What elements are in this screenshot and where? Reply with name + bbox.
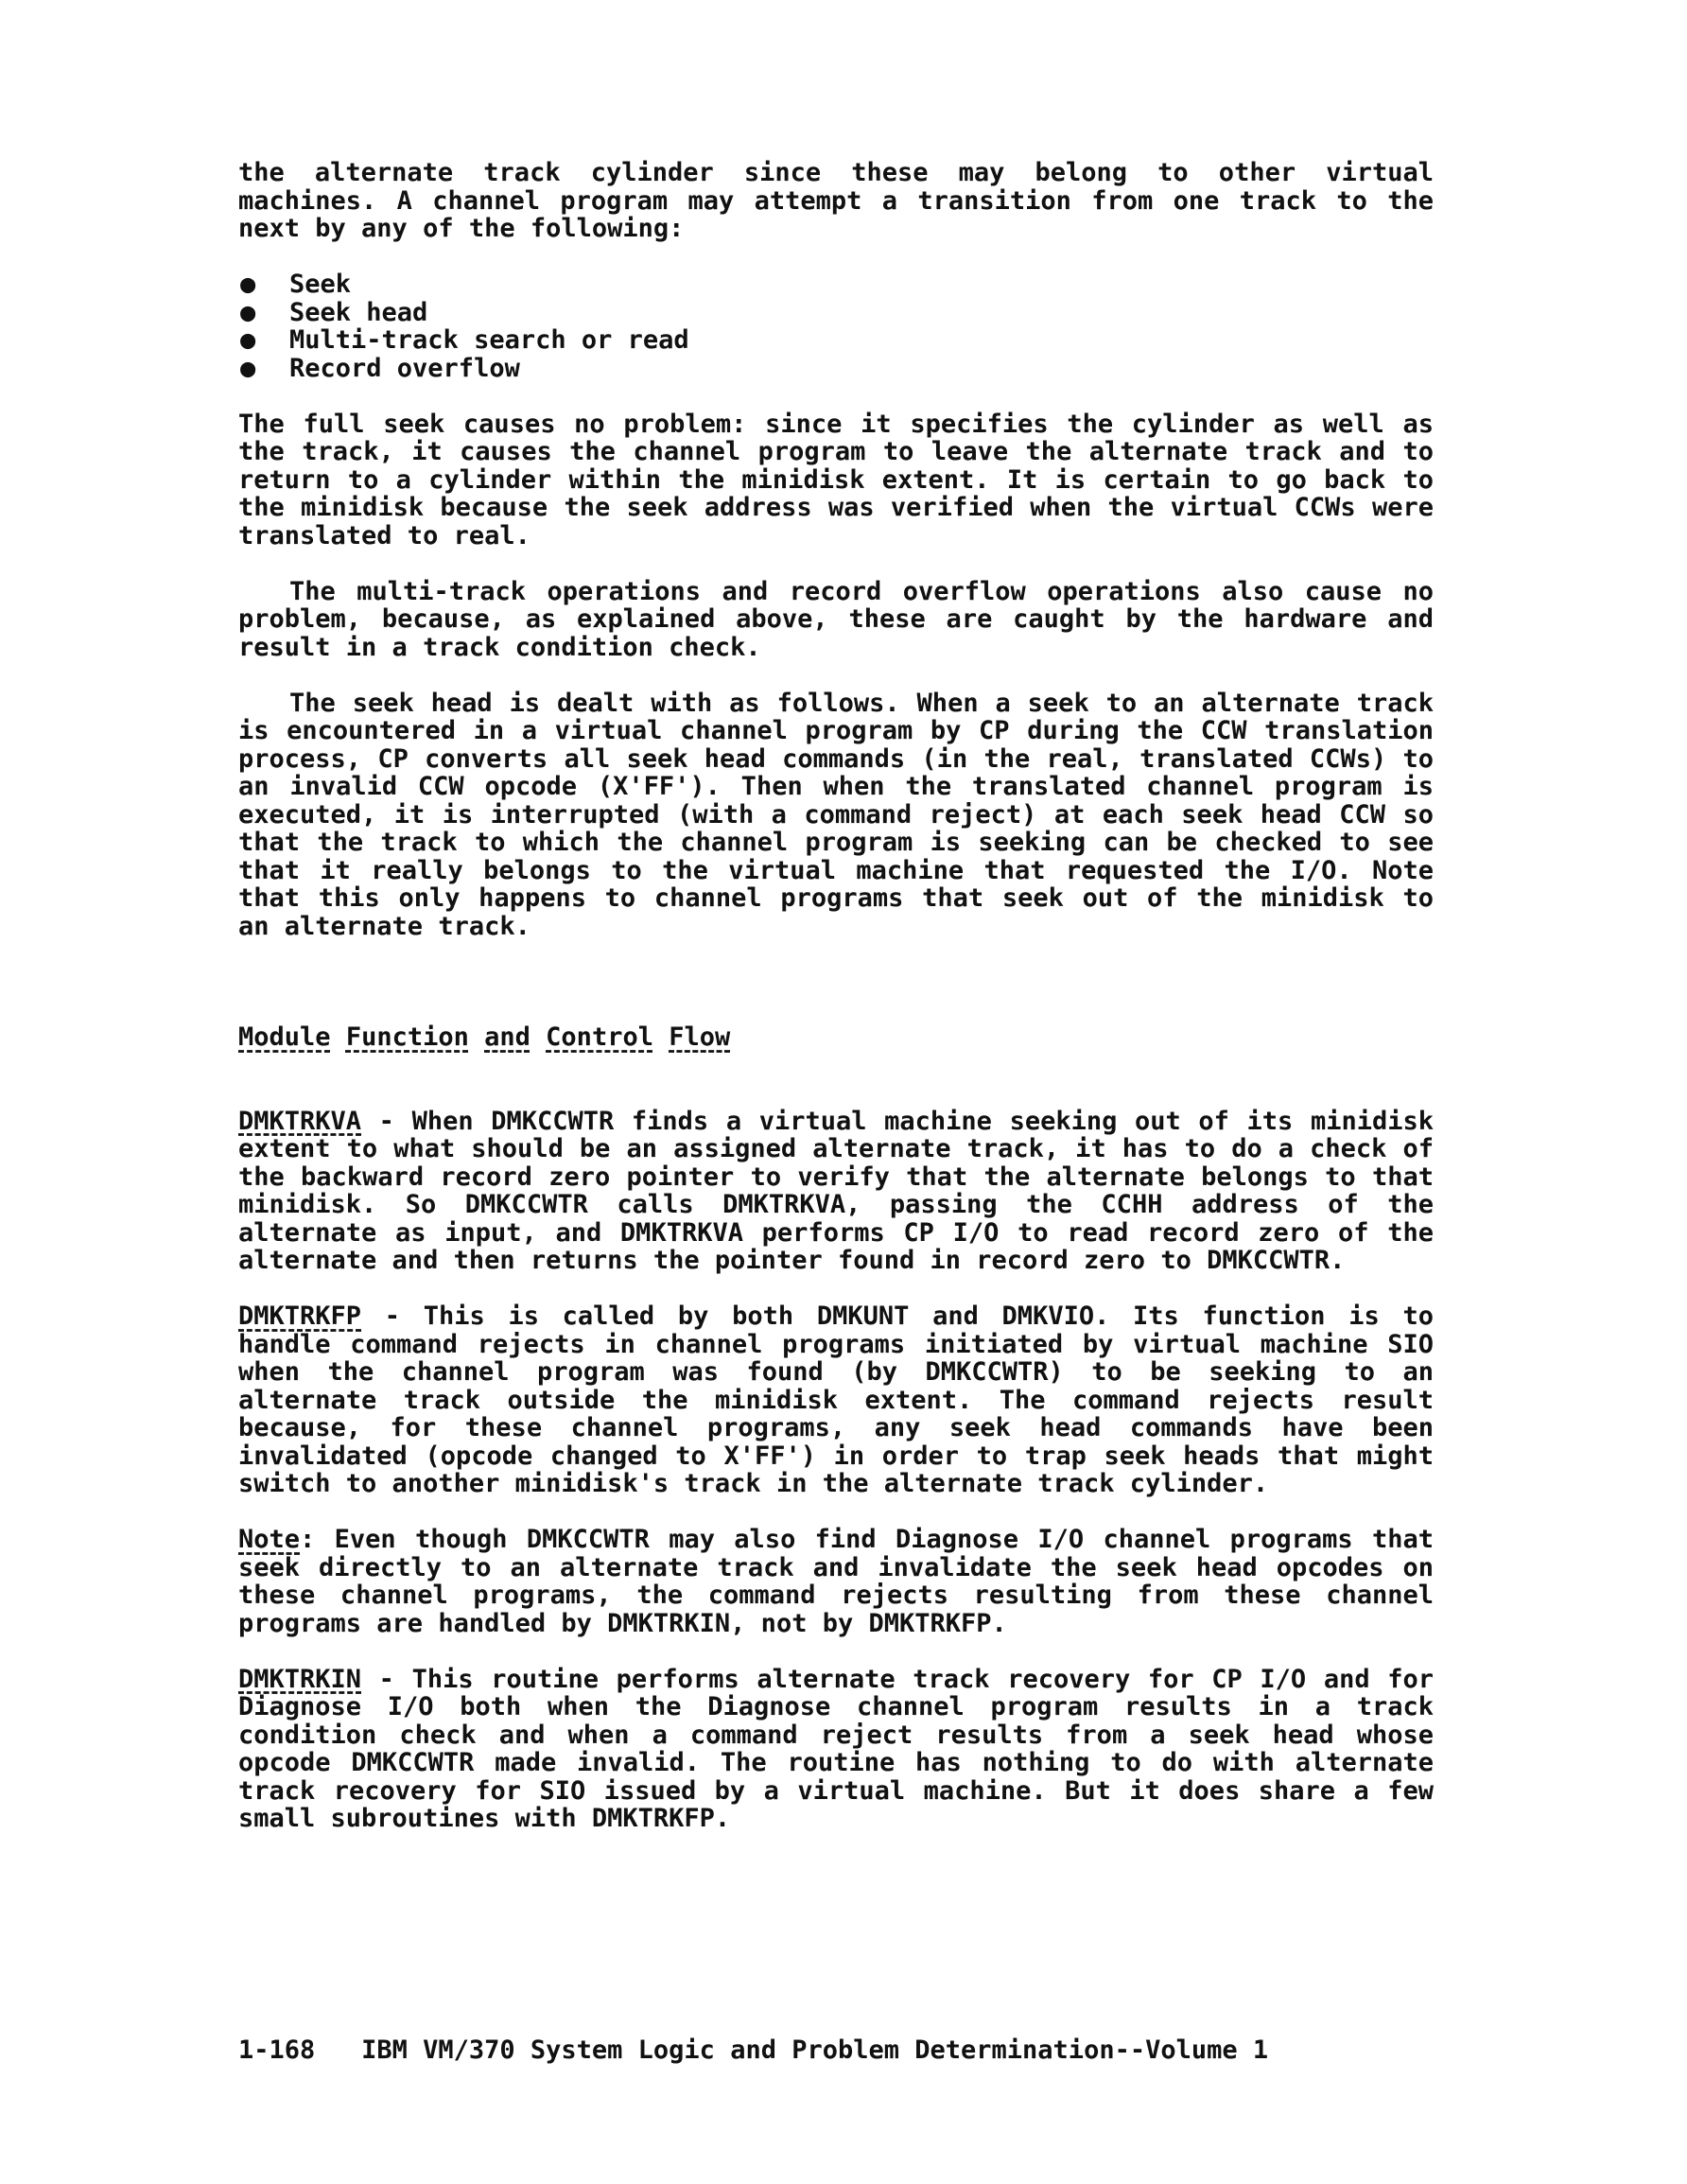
note-label: Note (238, 1525, 301, 1554)
list-item: ● Seek head (240, 297, 428, 327)
bullet-icon: ● (240, 353, 256, 383)
section-dmktrkfp: DMKTRKFP - This is called by both DMKUNT and DMKVIO. Its function is to handle command rejects in channel programs initiated by virtual machine SIO when the channel program was found (by DMKCCWTR) to be seeking to an alternate track outside the minidisk extent. The command rejects result because, for these channel programs, any seek head commands have been invalidated (opcode changed to X'FF') in order to trap seek heads that might switch to another minidisk's track in the alternate track cylinder. (238, 1302, 1434, 1498)
section-dmktrkin: DMKTRKIN - This routine performs alternate track recovery for CP I/O and for Diagnose I/O both when the Diagnose channel program results in a track condition check and when a command reject results from a seek head whose opcode DMKCCWTR made invalid. The routine has nothing to do with alternate track recovery for SIO issued by a virtual machine. But it does share a few small subroutines with DMKTRKFP. (238, 1664, 1434, 1833)
section-note: Note: Even though DMKCCWTR may also find Diagnose I/O channel programs that seek directly to an alternate track and invalidate the seek head opcodes on these channel programs, the command rejects resulting from these channel programs are handled by DMKTRKIN, not by DMKTRKFP. (238, 1525, 1434, 1638)
bullet-icon: ● (240, 297, 256, 327)
module-name: DMKTRKIN (238, 1664, 362, 1694)
module-name: DMKTRKVA (238, 1106, 362, 1136)
document-body (238, 159, 1434, 1861)
bullet-icon: ● (240, 270, 256, 299)
paragraph-seek-head: The seek head is dealt with as follows. When a seek to an alternate track is encountered in a virtual channel program by CP during the CCW translation process, CP converts all seek head commands (in the real, translated CCWs) to an invalid CCW opcode (X'FF'). Then when the translated channel program is executed, it is interrupted (with a command reject) at each seek head CCW so that the track to which the channel program is seeking can be checked to see that it really belongs to the virtual machine that requested the I/O. Note that this only happens to channel programs that seek out of the minidisk to an alternate track. (238, 688, 1434, 941)
paragraph-multitrack: The multi-track operations and record overflow operations also cause no problem, because, as explained above, these are caught by the hardware and result in a track condition check. (238, 576, 1434, 662)
bullet-icon: ● (240, 325, 256, 355)
list-item: ● Record overflow (240, 353, 520, 383)
transition-list (238, 271, 1434, 382)
paragraph-intro: the alternate track cylinder since these may belong to other virtual machines. A channel program may attempt a transition from one track to the next by any of the following: (238, 158, 1434, 243)
footer-title: IBM VM/370 System Logic and Problem Determination--Volume 1 (361, 2035, 1269, 2065)
page-footer (238, 2035, 1268, 2065)
list-item: ● Multi-track search or read (240, 325, 689, 355)
list-item: ● Seek (240, 270, 352, 299)
section-heading: Module Function and Control Flow (238, 1022, 731, 1052)
section-dmktrkva: DMKTRKVA - When DMKCCWTR finds a virtual machine seeking out of its minidisk extent to what should be an assigned alternate track, it has to do a check of the backward record zero pointer to verify that the alternate belongs to that minidisk. So DMKCCWTR calls DMKTRKVA, passing the CCHH address of the alternate as input, and DMKTRKVA performs CP I/O to read record zero of the alternate and then returns the pointer found in record zero to DMKCCWTR. (238, 1106, 1434, 1275)
module-name: DMKTRKFP (238, 1302, 362, 1331)
page-number: 1-168 (238, 2035, 316, 2065)
paragraph-full-seek: The full seek causes no problem: since it specifies the cylinder as well as the track, it causes the channel program to leave the alternate track and to return to a cylinder within the minidisk extent. It is certain to go back to the minidisk because the seek address was verified when the virtual CCWs were translated to real. (238, 409, 1434, 550)
